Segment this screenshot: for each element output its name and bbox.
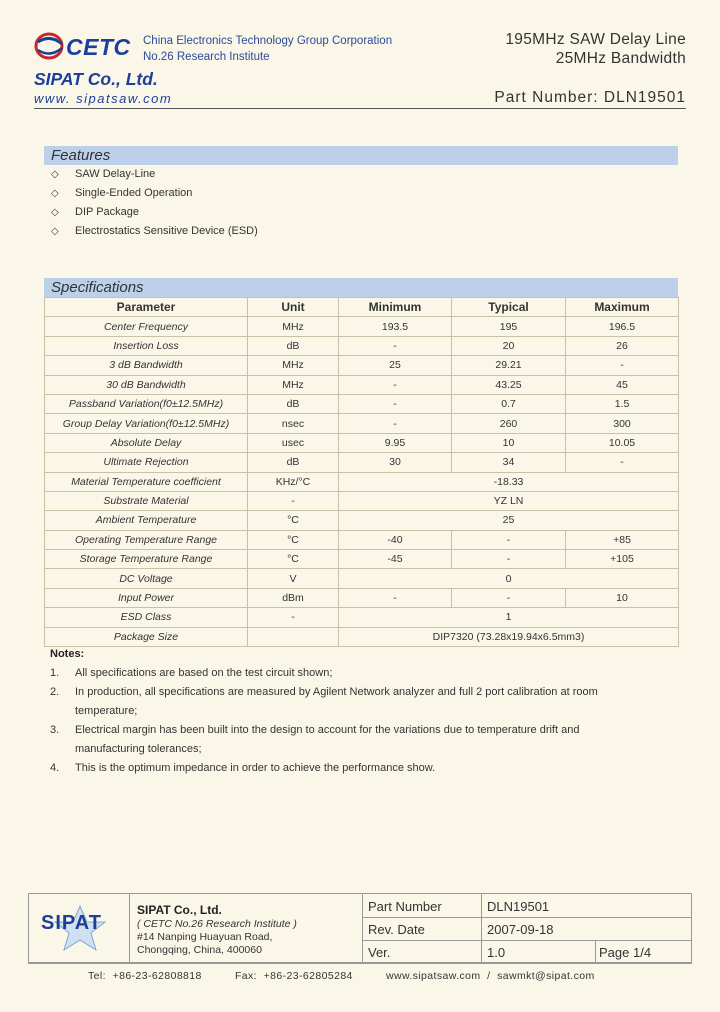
table-cell xyxy=(248,627,339,646)
table-cell: dBm xyxy=(248,588,339,607)
cetc-emblem-icon xyxy=(34,30,66,62)
table-row xyxy=(45,317,679,336)
part-number-value: DLN19501 xyxy=(487,899,550,914)
column-header: Unit xyxy=(248,298,339,317)
footer-contact-line: Tel: +86-23-62808818 Fax: +86-23-62805284 www.sipatsaw.com / sawmkt@sipat.com xyxy=(88,970,595,982)
table-cell: - xyxy=(452,550,566,569)
cetc-logo-text: CETC xyxy=(66,34,131,60)
features-section-title: Features xyxy=(44,146,678,165)
table-row xyxy=(45,394,679,413)
note-item: 1. All specifications are based on the test circuit shown; xyxy=(50,667,333,679)
table-cell: 29.21 xyxy=(452,356,566,375)
specifications-table xyxy=(44,297,679,647)
version-value: 1.0 xyxy=(487,945,506,960)
table-cell: 193.5 xyxy=(339,317,452,336)
table-row xyxy=(45,414,679,433)
table-cell: V xyxy=(248,569,339,588)
table-cell: 0.7 xyxy=(452,394,566,413)
table-cell: 195 xyxy=(452,317,566,336)
param-cell: Absolute Delay xyxy=(45,433,248,452)
param-cell: 30 dB Bandwidth xyxy=(45,375,248,394)
table-cell: - xyxy=(566,356,679,375)
footer-divider xyxy=(28,963,692,964)
table-cell: -40 xyxy=(339,530,452,549)
table-row xyxy=(45,550,679,569)
specifications-section-title: Specifications xyxy=(44,278,678,297)
part-number-label: Part Number xyxy=(368,899,442,914)
footer-institute: ( CETC No.26 Research Institute ) xyxy=(137,918,297,930)
table-row xyxy=(45,356,679,375)
diamond-bullet-icon: ◇ xyxy=(51,207,59,218)
param-cell: Insertion Loss xyxy=(45,336,248,355)
param-cell: Package Size xyxy=(45,627,248,646)
table-row xyxy=(45,453,679,472)
table-cell: 34 xyxy=(452,453,566,472)
column-header: Maximum xyxy=(566,298,679,317)
table-cell: - xyxy=(339,588,452,607)
table-cell: 1.5 xyxy=(566,394,679,413)
table-cell: 260 xyxy=(452,414,566,433)
cetc-logo xyxy=(34,30,64,60)
param-cell: Input Power xyxy=(45,588,248,607)
table-row xyxy=(45,588,679,607)
feature-item: ◇ Single-Ended Operation xyxy=(51,187,193,199)
rev-date-value: 2007-09-18 xyxy=(487,922,554,937)
version-label: Ver. xyxy=(368,945,391,960)
param-cell: Operating Temperature Range xyxy=(45,530,248,549)
org-line-1: China Electronics Technology Group Corporation xyxy=(143,35,393,47)
table-cell: 196.5 xyxy=(566,317,679,336)
table-row xyxy=(45,608,679,627)
header-divider xyxy=(34,108,686,109)
table-cell: MHz xyxy=(248,375,339,394)
table-row xyxy=(45,336,679,355)
table-cell: - xyxy=(452,530,566,549)
table-cell: KHz/°C xyxy=(248,472,339,491)
table-cell: 9.95 xyxy=(339,433,452,452)
param-cell: Ultimate Rejection xyxy=(45,453,248,472)
table-cell: MHz xyxy=(248,356,339,375)
table-row xyxy=(45,472,679,491)
table-cell: 43.25 xyxy=(452,375,566,394)
table-row xyxy=(45,530,679,549)
table-cell: -18.33 xyxy=(339,472,679,491)
table-cell: 26 xyxy=(566,336,679,355)
param-cell: Ambient Temperature xyxy=(45,511,248,530)
table-cell: 25 xyxy=(339,511,679,530)
table-cell: - xyxy=(452,588,566,607)
footer-company: SIPAT Co., Ltd. xyxy=(137,903,222,917)
table-cell: - xyxy=(339,394,452,413)
page-indicator: Page 1/4 xyxy=(599,945,652,960)
table-cell: °C xyxy=(248,550,339,569)
table-cell: 10 xyxy=(452,433,566,452)
diamond-bullet-icon: ◇ xyxy=(51,226,59,237)
table-cell: - xyxy=(339,414,452,433)
table-cell: - xyxy=(339,375,452,394)
table-row xyxy=(45,627,679,646)
column-header: Parameter xyxy=(45,298,248,317)
table-cell: YZ LN xyxy=(339,491,679,510)
table-cell: 10 xyxy=(566,588,679,607)
param-cell: Passband Variation(f0±12.5MHz) xyxy=(45,394,248,413)
table-cell: - xyxy=(248,608,339,627)
table-header-row xyxy=(45,298,679,317)
column-header: Typical xyxy=(452,298,566,317)
table-cell: 300 xyxy=(566,414,679,433)
notes-title: Notes: xyxy=(50,648,85,660)
table-cell: - xyxy=(339,336,452,355)
table-cell: +85 xyxy=(566,530,679,549)
table-cell: 45 xyxy=(566,375,679,394)
table-cell: -45 xyxy=(339,550,452,569)
product-title-line-1: 195MHz SAW Delay Line xyxy=(505,31,686,48)
table-cell: nsec xyxy=(248,414,339,433)
diamond-bullet-icon: ◇ xyxy=(51,169,59,180)
table-cell: 1 xyxy=(339,608,679,627)
table-cell: - xyxy=(566,453,679,472)
table-cell: °C xyxy=(248,530,339,549)
table-row xyxy=(45,375,679,394)
table-cell: dB xyxy=(248,453,339,472)
param-cell: Center Frequency xyxy=(45,317,248,336)
footer-address-2: Chongqing, China, 400060 xyxy=(137,944,262,956)
note-item: 2. In production, all specifications are measured by Agilent Network analyzer and full 2 port calibration at room temperature; xyxy=(50,686,598,717)
table-row xyxy=(45,511,679,530)
column-header: Minimum xyxy=(339,298,452,317)
table-cell: 30 xyxy=(339,453,452,472)
note-item: 3. Electrical margin has been built into the design to account for the variations due to temperature drift and manufacturing tolerances; xyxy=(50,724,580,755)
diamond-bullet-icon: ◇ xyxy=(51,188,59,199)
table-cell: 10.05 xyxy=(566,433,679,452)
company-name: SIPAT Co., Ltd. xyxy=(34,69,158,89)
feature-item: ◇ DIP Package xyxy=(51,206,140,218)
part-number-heading: Part Number: DLN19501 xyxy=(494,89,686,106)
feature-item: ◇ SAW Delay-Line xyxy=(51,168,156,180)
feature-item: ◇ Electrostatics Sensitive Device (ESD) xyxy=(51,225,258,237)
table-row xyxy=(45,433,679,452)
rev-date-label: Rev. Date xyxy=(368,922,425,937)
table-body xyxy=(45,317,679,647)
sipat-logo-text: SIPAT xyxy=(41,912,102,934)
table-cell: 25 xyxy=(339,356,452,375)
param-cell: 3 dB Bandwidth xyxy=(45,356,248,375)
table-cell: usec xyxy=(248,433,339,452)
footer-info-box xyxy=(28,893,692,963)
company-website[interactable]: www. sipatsaw.com xyxy=(34,91,173,106)
param-cell: Group Delay Variation(f0±12.5MHz) xyxy=(45,414,248,433)
org-line-2: No.26 Research Institute xyxy=(143,51,270,63)
param-cell: DC Voltage xyxy=(45,569,248,588)
param-cell: Substrate Material xyxy=(45,491,248,510)
table-row xyxy=(45,491,679,510)
table-cell: - xyxy=(248,491,339,510)
table-cell: DIP7320 (73.28x19.94x6.5mm3) xyxy=(339,627,679,646)
table-row xyxy=(45,569,679,588)
param-cell: ESD Class xyxy=(45,608,248,627)
footer-address-1: #14 Nanping Huayuan Road, xyxy=(137,931,273,943)
note-item: 4. This is the optimum impedance in order to achieve the performance show. xyxy=(50,762,436,774)
table-cell: dB xyxy=(248,394,339,413)
table-cell: °C xyxy=(248,511,339,530)
table-cell: 0 xyxy=(339,569,679,588)
table-cell: +105 xyxy=(566,550,679,569)
table-cell: dB xyxy=(248,336,339,355)
product-title-line-2: 25MHz Bandwidth xyxy=(555,50,686,67)
table-cell: MHz xyxy=(248,317,339,336)
param-cell: Material Temperature coefficient xyxy=(45,472,248,491)
table-cell: 20 xyxy=(452,336,566,355)
param-cell: Storage Temperature Range xyxy=(45,550,248,569)
